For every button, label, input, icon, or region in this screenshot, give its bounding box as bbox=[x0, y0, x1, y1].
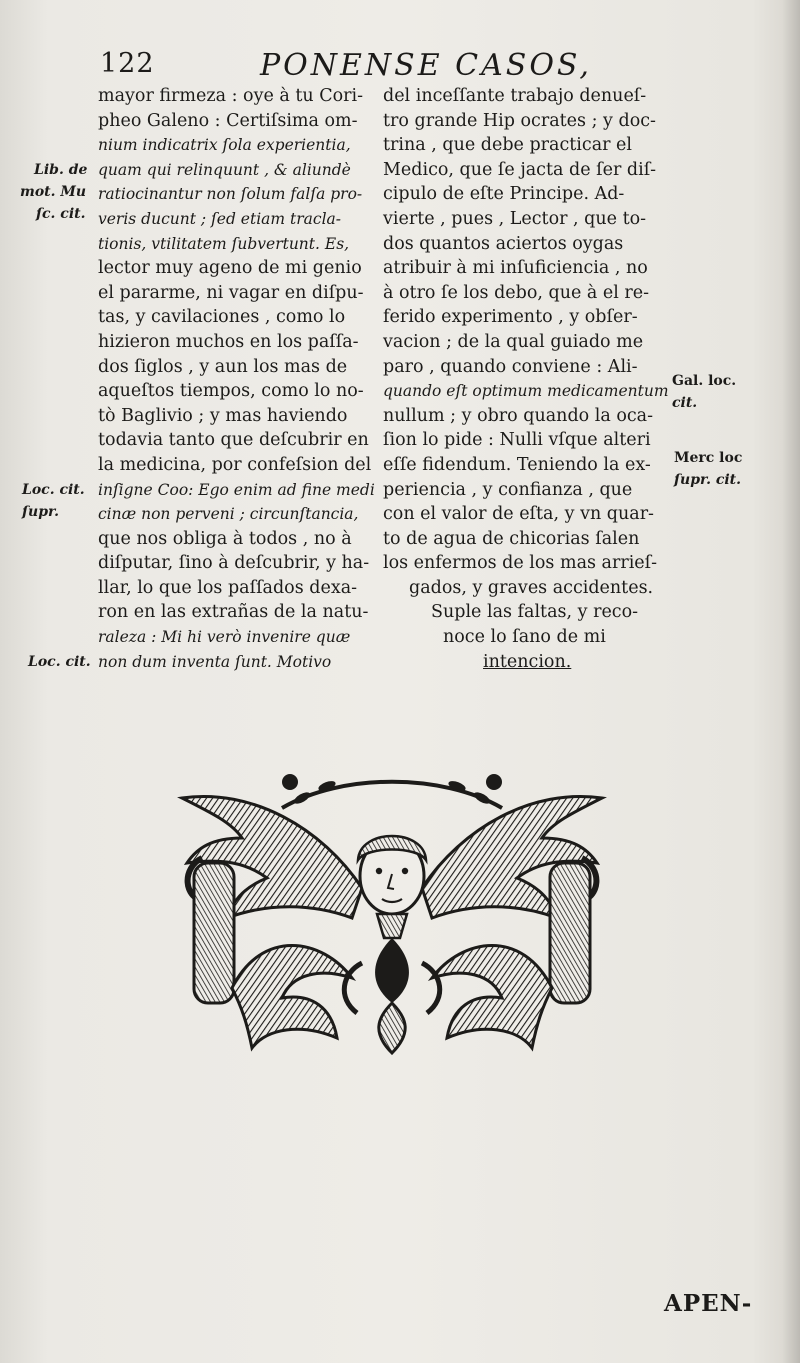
text-line: veris ducunt ; ſed etiam tracla- bbox=[98, 209, 342, 228]
right-text-column bbox=[383, 84, 669, 674]
text-line: tionis, vtilitatem ſubvertunt. Es, bbox=[98, 234, 350, 253]
text-line: con el valor de eſta, y vn quar- bbox=[383, 504, 654, 525]
marginal-line: Loc. cit. bbox=[28, 654, 91, 670]
text-line: quam qui relinquunt , & aliundè bbox=[98, 160, 351, 179]
text-line: ferido experimento , y obſer- bbox=[383, 307, 638, 328]
text-line: vacion ; de la qual guiado me bbox=[383, 331, 644, 352]
marginal-line: Merc loc bbox=[674, 450, 743, 466]
left-marginal-note-1 bbox=[20, 159, 87, 225]
text-line: mayor firmeza : oye à tu Cori- bbox=[98, 86, 364, 106]
text-line: quando eſt optimum medicamentum bbox=[383, 382, 669, 401]
text-line: noce lo ſano de mi bbox=[443, 627, 606, 648]
marginal-line: Gal. loc. bbox=[672, 373, 737, 389]
text-line: nullum ; y obro quando la oca- bbox=[383, 405, 654, 426]
text-line: nium indicatrix ſola experientia, bbox=[98, 136, 351, 155]
text-line: cipulo de eſte Principe. Ad- bbox=[383, 184, 625, 205]
text-line: trina , que debe practicar el bbox=[383, 135, 633, 156]
text-line: del inceſſante trabajo denueſ- bbox=[383, 86, 647, 106]
left-marginal-note-2 bbox=[22, 479, 85, 523]
text-line: lector muy ageno de mi genio bbox=[98, 258, 362, 279]
page-number: 122 bbox=[100, 48, 155, 79]
text-line: todavia tanto que deſcubrir en bbox=[98, 430, 369, 451]
text-line: tò Baglivio ; y mas haviendo bbox=[98, 405, 348, 426]
marginal-line: mot. Mu bbox=[20, 184, 87, 200]
text-line: dos ſiglos , y aun los mas de bbox=[98, 356, 348, 377]
text-line: intencion. bbox=[483, 651, 572, 672]
text-line: à otro ſe los debo, que à el re- bbox=[383, 282, 650, 303]
text-line: ron en las extrañas de la natu- bbox=[98, 602, 369, 623]
text-line: llar, lo que los paſſados dexa- bbox=[98, 577, 358, 598]
right-marginal-note-2 bbox=[674, 447, 742, 491]
text-line: periencia , y confianza , que bbox=[383, 479, 633, 500]
text-line: ſion lo pide : Nulli vſque alteri bbox=[383, 430, 651, 451]
text-line: tro grande Hip ocrates ; y doc- bbox=[383, 110, 656, 131]
text-line: eſſe fidendum. Teniendo la ex- bbox=[383, 454, 651, 475]
text-line: inſigne Coo: Ego enim ad fine medi bbox=[98, 480, 375, 499]
marginal-line: ſupr. bbox=[22, 504, 59, 520]
text-line: los enfermos de los mas arrieſ- bbox=[383, 553, 658, 574]
text-line: aqueſtos tiempos, como lo no- bbox=[98, 381, 364, 402]
text-line: pheo Galeno : Certiſsima om- bbox=[98, 110, 358, 131]
text-line: la medicina, por confeſsion del bbox=[98, 454, 372, 475]
text-line: dos quantos aciertos oygas bbox=[383, 233, 624, 254]
text-line: to de agua de chicorias ſalen bbox=[383, 528, 640, 549]
marginal-line: Lib. de bbox=[34, 162, 88, 178]
text-line: el pararme, ni vagar en diſpu- bbox=[98, 282, 364, 303]
marginal-line: cit. bbox=[672, 395, 698, 411]
text-line: raleza : Mi hi verò invenire quæ bbox=[98, 628, 351, 647]
text-line: hizieron muchos en los paſſa- bbox=[98, 331, 359, 352]
text-line: cinæ non perveni ; circunſtancia, bbox=[98, 505, 359, 524]
cherub-woodcut-ornament bbox=[172, 768, 612, 1058]
left-marginal-note-3 bbox=[28, 651, 91, 673]
text-line: paro , quando conviene : Ali- bbox=[383, 356, 638, 377]
right-marginal-note-1 bbox=[672, 370, 736, 414]
running-title: PONENSE CASOS, bbox=[260, 48, 592, 83]
text-line: gados, y graves accidentes. bbox=[409, 577, 654, 598]
marginal-line: ſc. cit. bbox=[36, 206, 86, 222]
text-line: non dum inventa ſunt. Motivo bbox=[98, 652, 332, 671]
text-line: atribuir à mi inſuficiencia , no bbox=[383, 258, 648, 279]
text-line: Medico, que ſe jacta de ſer diſ- bbox=[383, 159, 657, 180]
text-line: que nos obliga à todos , no à bbox=[98, 528, 352, 549]
page-gutter-shadow bbox=[782, 0, 800, 1363]
text-line: vierte , pues , Lector , que to- bbox=[383, 208, 647, 229]
marginal-line: Loc. cit. bbox=[22, 482, 85, 498]
left-text-column bbox=[98, 84, 375, 674]
text-line: Suple las faltas, y reco- bbox=[431, 602, 639, 623]
page-header bbox=[100, 48, 660, 84]
text-line: ratiocinantur non ſolum falſa pro- bbox=[98, 185, 363, 204]
catchword: APEN- bbox=[664, 1290, 753, 1317]
text-line: tas, y cavilaciones , como lo bbox=[98, 307, 346, 328]
text-line: diſputar, ſino à deſcubrir, y ha- bbox=[98, 553, 370, 574]
marginal-line: ſupr. cit. bbox=[674, 472, 742, 488]
